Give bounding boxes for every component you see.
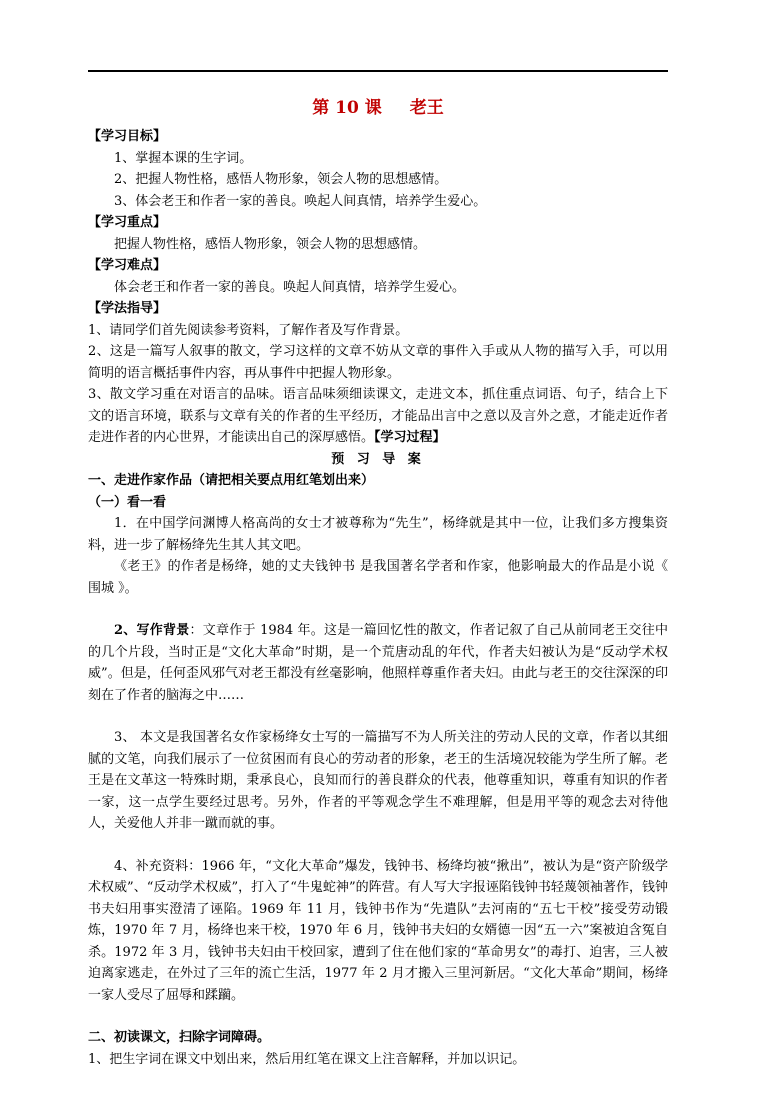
lesson-number: 第 10 课 xyxy=(312,98,382,118)
preview-heading: 预 习 导 案 xyxy=(331,451,425,467)
section2-paragraph: 1、把生字词在课文中划出来，然后用红笔在课文上注音解释，并加以识记。 xyxy=(88,1051,526,1067)
goal-item: 3、体会老王和作者一家的善良。唤起人间真情，培养学生爱心。 xyxy=(114,193,487,209)
background-label: 2、写作背景 xyxy=(114,623,190,638)
goal-item: 1、掌握本课的生字词。 xyxy=(114,150,253,166)
method-paragraph-text: 3、散文学习重在对语言的品味。语言品味须细读课文，走进文本，抓住重点词语、句子，结合上下文的语言环境，联系与文章有关的作者的生平经历，才能品出言中之意以及言外之意，才能走近作者走进作者的内心世界，才能读出自己的深厚感悟。 xyxy=(88,387,668,445)
section1-paragraph: 3、 本文是我国著名女作家杨绛女士写的一篇描写不为人所关注的劳动人民的文章，作者以其细腻的文笔，向我们展示了一位贫困而有良心的劳动者的形象，老王的生活境况较能为学生所了解。老王是在文革这一特殊时期，秉承良心，良知而行的善良群众的代表，他尊重知识，尊重有知识的作者一家，这一点学生要经过思考。另外，作者的平等观念学生不难理解，但是用平等的观念去对待他人，关爱他人并非一蹴而就的事。 xyxy=(88,730,668,831)
lesson-title xyxy=(88,96,668,120)
section1-heading: 一、走进作家作品（请把相关要点用红笔划出来） xyxy=(88,473,375,488)
lesson-name: 老王 xyxy=(409,98,444,118)
goals-heading: 【学习目标】 xyxy=(88,129,167,144)
section1-subheading: （一）看一看 xyxy=(88,494,167,510)
section1-paragraph xyxy=(88,620,668,706)
top-rule xyxy=(88,70,668,72)
section2-heading: 二、初读课文，扫除字词障碍。 xyxy=(88,1030,271,1045)
section1-paragraph: 《老王》的作者是杨绛，她的丈夫钱钟书 是我国著名学者和作家，他影响最大的作品是小说《 围城 》。 xyxy=(88,559,668,596)
method-paragraph: 2、这是一篇写人叙事的散文，学习这样的文章不妨从文章的事件入手或从人物的描写入手，可以用简明的语言概括事件内容，再从事件中把握人物形象。 xyxy=(88,344,668,381)
key-heading: 【学习重点】 xyxy=(88,215,167,230)
goal-item: 2、把握人物性格，感悟人物形象，领会人物的思想感情。 xyxy=(114,172,448,187)
difficulty-text: 体会老王和作者一家的善良。唤起人间真情，培养学生爱心。 xyxy=(114,279,466,295)
section1-paragraph: 1．在中国学问渊博人格高尚的女士才被尊称为“先生”，杨绛就是其中一位，让我们多方搜集资料，进一步了解杨绛先生其人其文吧。 xyxy=(88,516,668,553)
section1-paragraph: 4、补充资料：1966 年，“文化大革命”爆发，钱钟书、杨绛均被“揪出”，被认为是“资产阶级学术权威”、“反动学术权威”，打入了“牛鬼蛇神”的阵营。有人写大字报诬陷钱钟书轻蔑领袖著作，钱钟书夫妇用事实澄清了诬陷。1969 年 11 月，钱钟书作为“先遣队”去河南的“五七干校”接受劳动锻炼，1970 年 7 月，杨绛也来干校，1970 年 6 月，钱钟书夫妇的女婿德一因“五一六”案被迫含冤自杀。1972 年 3 月，钱钟书夫妇由干校回家，遭到了住在他们家的“革命男女”的毒打、迫害，三人被迫离家逃走，在外过了三年的流亡生活，1977 年 2 月才搬入三里河新居。“文化大革命”期间，杨绛一家人受尽了屈辱和蹂躏。 xyxy=(88,858,668,1003)
document-body xyxy=(88,92,668,1070)
key-text: 把握人物性格，感悟人物形象，领会人物的思想感情。 xyxy=(114,236,427,252)
process-heading: 【学习过程】 xyxy=(374,430,446,445)
method-heading: 【学法指导】 xyxy=(88,301,167,316)
difficulty-heading: 【学习难点】 xyxy=(88,258,167,273)
background-text: ：文章作于 1984 年。这是一篇回忆性的散文，作者记叙了自己从前同老王交往中的几个片段，当时正是“文化大革命”时期，是一个荒唐动乱的年代，作者夫妇被认为是“反动学术权威”。但是，任何歪风邪气对老王都没有丝毫影响，他照样尊重作者夫妇。由此与老王的交往深深的印刻在了作者的脑海之中…… xyxy=(88,623,669,703)
method-paragraph xyxy=(88,384,668,449)
method-paragraph: 1、请同学们首先阅读参考资料，了解作者及写作背景。 xyxy=(88,322,409,338)
